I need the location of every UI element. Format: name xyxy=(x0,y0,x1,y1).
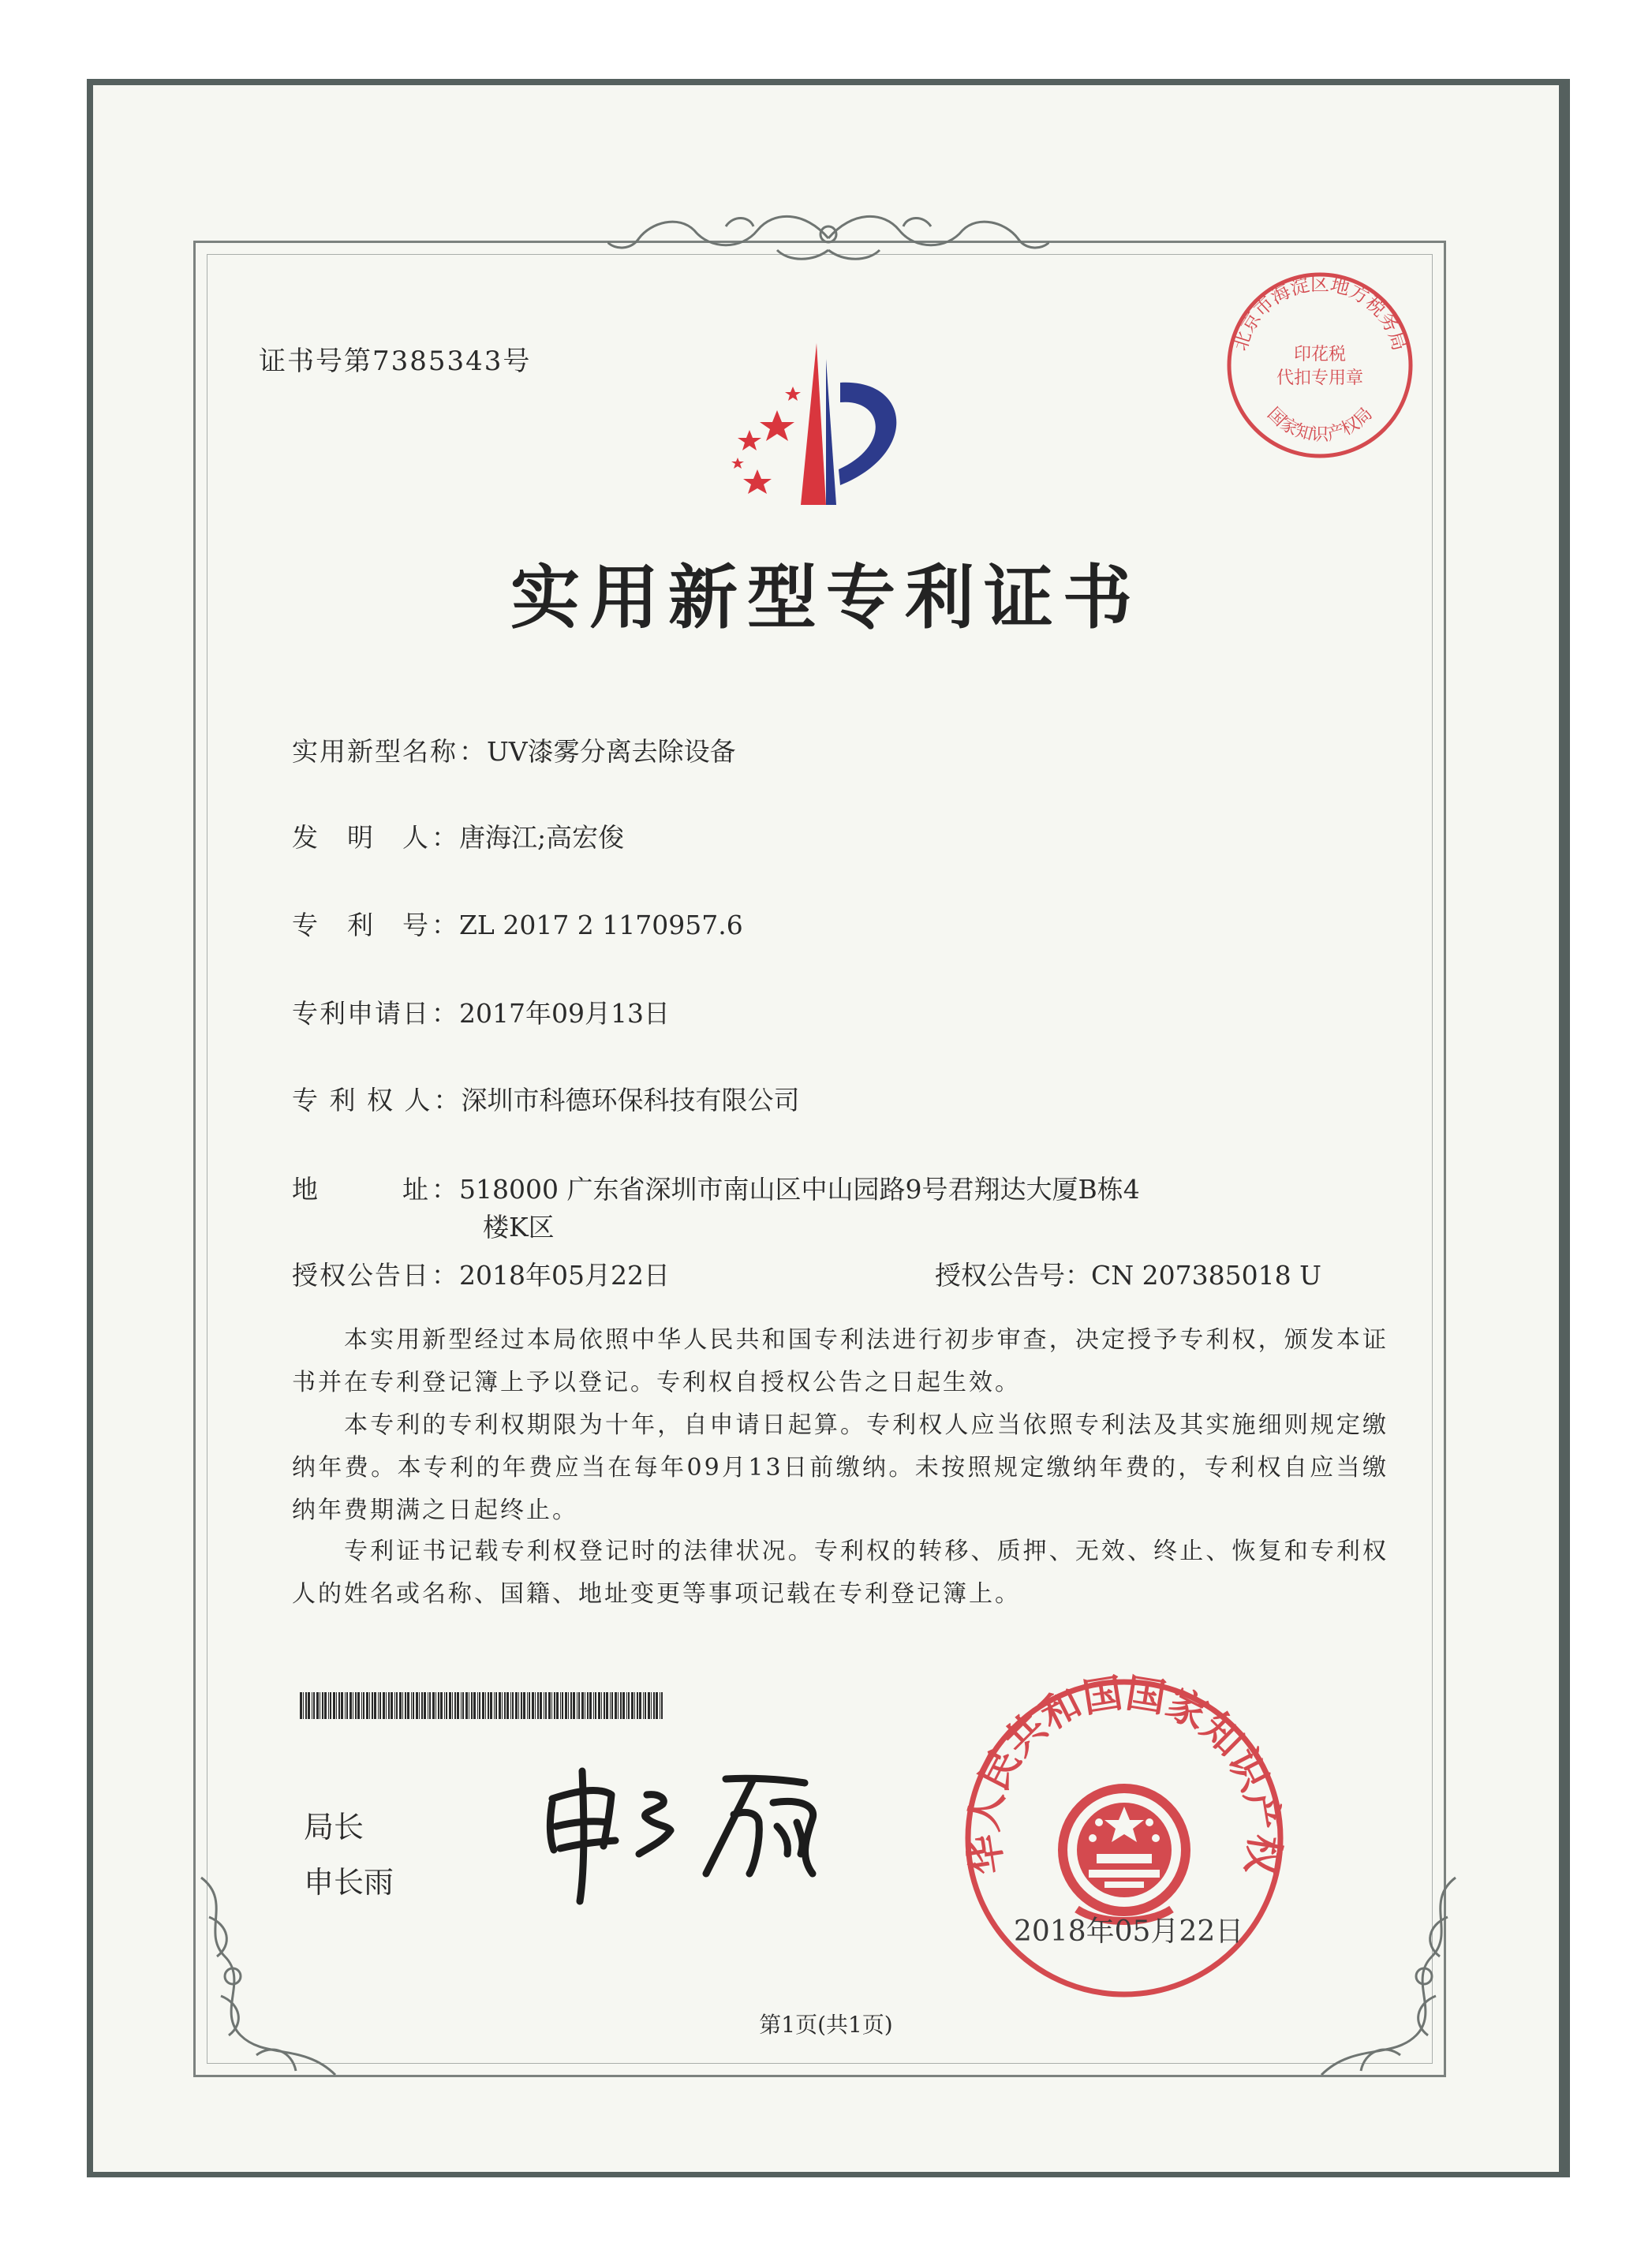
barcode-bar xyxy=(461,1692,462,1719)
barcode-bar xyxy=(471,1692,473,1719)
barcode-bar xyxy=(653,1692,655,1719)
barcode-bar xyxy=(601,1692,602,1719)
patent-office-emblem xyxy=(714,335,935,512)
field-publication-number: 授权公告号：CN 207385018 U xyxy=(935,1260,1321,1291)
bottom-right-ornament xyxy=(1314,1870,1471,2091)
barcode-bar xyxy=(432,1692,435,1719)
barcode-bar xyxy=(494,1692,495,1719)
barcode-bar xyxy=(386,1692,387,1719)
barcode-bar xyxy=(454,1692,456,1719)
barcode-bar xyxy=(435,1692,436,1719)
barcode-bar xyxy=(540,1692,542,1719)
barcode-bar xyxy=(421,1692,423,1719)
barcode-bar xyxy=(396,1692,398,1719)
field-label: 专利申请日 xyxy=(292,998,430,1029)
barcode-bar xyxy=(313,1692,315,1719)
barcode-bar xyxy=(444,1692,445,1719)
barcode-bar xyxy=(631,1692,634,1719)
barcode-bar xyxy=(578,1692,580,1719)
barcode-bar xyxy=(527,1692,528,1719)
barcode-bar xyxy=(452,1692,453,1719)
barcode-bar xyxy=(419,1692,420,1719)
barcode-bar xyxy=(300,1692,302,1719)
barcode-bar xyxy=(521,1692,522,1719)
barcode-bar xyxy=(333,1692,335,1719)
barcode-bar xyxy=(413,1692,414,1719)
barcode-bar xyxy=(610,1692,611,1719)
field-label: 专 利 号 xyxy=(292,910,430,940)
tax-bureau-seal xyxy=(1221,267,1418,467)
barcode-bar xyxy=(651,1692,652,1719)
barcode-bar xyxy=(336,1692,337,1719)
tax-seal-inner-line2: 代扣专用章 xyxy=(1276,368,1364,388)
barcode-bar xyxy=(485,1692,486,1719)
barcode-bar xyxy=(643,1692,644,1719)
barcode-bar xyxy=(372,1692,373,1719)
barcode-bar xyxy=(345,1692,346,1719)
barcode-bar xyxy=(330,1692,331,1719)
barcode-bar xyxy=(615,1692,617,1719)
barcode-bar xyxy=(595,1692,596,1719)
barcode-bar xyxy=(504,1692,506,1719)
barcode-bar xyxy=(554,1692,555,1719)
barcode-bar xyxy=(366,1692,368,1719)
barcode-bar xyxy=(346,1692,348,1719)
barcode-bar xyxy=(363,1692,364,1719)
barcode-bar xyxy=(661,1692,663,1719)
field-value: ZL 2017 2 1170957.6 xyxy=(459,910,743,940)
body-paragraph-2: 本专利的专利权期限为十年，自申请日起算。专利权人应当依照专利法及其实施细则规定缴纳年费。本专利的年费应当在每年09月13日前缴纳。未按照规定缴纳年费的，专利权自应当缴纳年费期满之日起终止。 xyxy=(292,1411,1389,1524)
barcode-bar xyxy=(622,1692,625,1719)
barcode-bar xyxy=(324,1692,327,1719)
barcode-bar xyxy=(626,1692,627,1719)
field-label: 专 利 权 人 xyxy=(292,1085,432,1116)
barcode-bar xyxy=(570,1692,572,1719)
barcode-bar xyxy=(637,1692,638,1719)
barcode-bar xyxy=(648,1692,650,1719)
barcode-bar xyxy=(379,1692,381,1719)
barcode-bar xyxy=(488,1692,489,1719)
barcode-bar xyxy=(391,1692,393,1719)
barcode-bar xyxy=(349,1692,352,1719)
barcode-bar xyxy=(581,1692,584,1719)
barcode-bar xyxy=(565,1692,567,1719)
barcode-bar xyxy=(598,1692,600,1719)
certificate-title: 实用新型专利证书 xyxy=(510,557,1142,638)
director-name: 申长雨 xyxy=(304,1865,394,1900)
barcode-bar xyxy=(449,1692,451,1719)
field-label: 授权公告号 xyxy=(935,1260,1065,1291)
barcode-bar xyxy=(411,1692,412,1719)
barcode-bar xyxy=(537,1692,539,1719)
barcode-bar xyxy=(369,1692,370,1719)
field-inventor: 发 明 人：唐海江;高宏俊 xyxy=(292,818,624,858)
field-value: 唐海江;高宏俊 xyxy=(459,822,625,853)
barcode-bar xyxy=(535,1692,536,1719)
barcode-bar xyxy=(361,1692,362,1719)
barcode-bar xyxy=(440,1692,443,1719)
barcode-bar xyxy=(611,1692,613,1719)
field-label: 发 明 人 xyxy=(292,822,430,853)
barcode-bar xyxy=(473,1692,476,1719)
field-publication-date: 授权公告日：2018年05月22日 xyxy=(292,1256,670,1295)
barcode-bar xyxy=(512,1692,514,1719)
top-ornament xyxy=(607,207,1049,270)
barcode-bar xyxy=(479,1692,480,1719)
barcode-bar xyxy=(587,1692,589,1719)
barcode-bar xyxy=(634,1692,635,1719)
tax-seal-bottom-text: 国家知识产权局 xyxy=(1263,404,1377,445)
field-filing-date: 专利申请日：2017年09月13日 xyxy=(292,994,670,1033)
barcode-bar xyxy=(457,1692,459,1719)
seal-date: 2018年05月22日 xyxy=(1014,1915,1244,1948)
barcode-bar xyxy=(305,1692,307,1719)
barcode-bar xyxy=(388,1692,390,1719)
barcode-bar xyxy=(604,1692,605,1719)
barcode-bar xyxy=(322,1692,323,1719)
barcode-bar xyxy=(618,1692,619,1719)
body-paragraph-1: 本实用新型经过本局依照中华人民共和国专利法进行初步审查，决定授予专利权，颁发本证书并在专利登记簿上予以登记。专利权自授权公告之日起生效。 xyxy=(292,1326,1389,1396)
barcode-bar xyxy=(551,1692,552,1719)
barcode-bar xyxy=(548,1692,551,1719)
svg-text:北京市海淀区地方税务局 xyxy=(1229,273,1411,353)
national-emblem-icon xyxy=(1063,1788,1186,1921)
barcode-bar xyxy=(462,1692,464,1719)
field-value: 深圳市科德环保科技有限公司 xyxy=(461,1085,800,1116)
field-label: 实用新型名称 xyxy=(292,736,458,767)
barcode-bar xyxy=(523,1692,525,1719)
barcode-bar xyxy=(465,1692,468,1719)
field-label: 授权公告日 xyxy=(292,1260,430,1291)
barcode-bar xyxy=(338,1692,340,1719)
barcode-bar xyxy=(399,1692,402,1719)
barcode-bar xyxy=(545,1692,547,1719)
barcode-bar xyxy=(568,1692,569,1719)
bottom-left-ornament xyxy=(185,1870,343,2091)
address-line2: 楼K区 xyxy=(483,1212,555,1243)
barcode-bar xyxy=(518,1692,519,1719)
barcode-bar xyxy=(560,1692,561,1719)
barcode-bar xyxy=(510,1692,511,1719)
barcode-bar xyxy=(532,1692,534,1719)
barcode-bar xyxy=(416,1692,418,1719)
barcode-bar xyxy=(529,1692,530,1719)
barcode-bar xyxy=(429,1692,431,1719)
field-patentee: 专 利 权 人：深圳市科德环保科技有限公司 xyxy=(292,1081,799,1120)
barcode-bar xyxy=(506,1692,509,1719)
director-signature xyxy=(536,1755,852,1916)
barcode-bar xyxy=(405,1692,406,1719)
barcode-bar xyxy=(490,1692,492,1719)
field-value: 2018年05月22日 xyxy=(459,1260,670,1291)
barcode-bar xyxy=(424,1692,426,1719)
barcode-bar xyxy=(394,1692,395,1719)
barcode-bar xyxy=(328,1692,329,1719)
barcode-bar xyxy=(378,1692,379,1719)
field-value: 518000 广东省深圳市南山区中山园路9号君翔达大厦B栋4 xyxy=(459,1174,1140,1205)
barcode-bar xyxy=(402,1692,403,1719)
certificate-number: 证书号第7385343号 xyxy=(259,346,532,377)
barcode-bar xyxy=(639,1692,641,1719)
seal-ring-text: 华人民共和国国家知识产权 xyxy=(959,1672,1289,1878)
tax-seal-ring-text: 北京市海淀区地方税务局 xyxy=(1228,273,1411,353)
barcode-bar xyxy=(606,1692,608,1719)
patent-office-seal xyxy=(959,1672,1290,2007)
barcode-bar xyxy=(656,1692,658,1719)
field-value: 2017年09月13日 xyxy=(459,998,670,1029)
barcode-bar xyxy=(593,1692,594,1719)
field-label: 地 址 xyxy=(292,1174,430,1205)
barcode-bar xyxy=(303,1692,304,1719)
barcode-bar xyxy=(355,1692,357,1719)
barcode-bar xyxy=(341,1692,343,1719)
page-footer: 第1页(共1页) xyxy=(759,2012,893,2038)
barcode-bar xyxy=(495,1692,497,1719)
barcode-bar xyxy=(477,1692,478,1719)
field-patent-number: 专 利 号：ZL 2017 2 1170957.6 xyxy=(292,906,743,945)
barcode-bar xyxy=(499,1692,501,1719)
barcode-bar xyxy=(502,1692,503,1719)
body-paragraph-3: 专利证书记载专利权登记时的法律状况。专利权的转移、质押、无效、终止、恢复和专利权人的姓名或名称、国籍、地址变更等事项记载在专利登记簿上。 xyxy=(292,1538,1389,1608)
barcode xyxy=(300,1692,667,1722)
barcode-bar xyxy=(357,1692,360,1719)
field-address: 地 址：518000 广东省深圳市南山区中山园路9号君翔达大厦B栋4 xyxy=(292,1170,1140,1209)
svg-text:国家知识产权局 xyxy=(1263,404,1376,445)
barcode-bar xyxy=(573,1692,575,1719)
barcode-bar xyxy=(316,1692,319,1719)
field-utility-model-name: 实用新型名称：UV漆雾分离去除设备 xyxy=(292,732,736,772)
barcode-bar xyxy=(374,1692,376,1719)
director-title: 局长 xyxy=(304,1810,364,1844)
barcode-bar xyxy=(589,1692,592,1719)
barcode-bar xyxy=(515,1692,518,1719)
barcode-bar xyxy=(556,1692,559,1719)
barcode-bar xyxy=(645,1692,646,1719)
barcode-bar xyxy=(438,1692,439,1719)
barcode-bar xyxy=(383,1692,385,1719)
barcode-bar xyxy=(620,1692,622,1719)
tax-seal-inner-line1: 印花税 xyxy=(1293,345,1347,364)
field-value: CN 207385018 U xyxy=(1091,1260,1321,1291)
field-value: UV漆雾分离去除设备 xyxy=(487,736,736,767)
barcode-bar xyxy=(628,1692,630,1719)
barcode-bar xyxy=(308,1692,310,1719)
barcode-bar xyxy=(446,1692,447,1719)
barcode-bar xyxy=(482,1692,484,1719)
barcode-bar xyxy=(407,1692,409,1719)
barcode-bar xyxy=(562,1692,563,1719)
